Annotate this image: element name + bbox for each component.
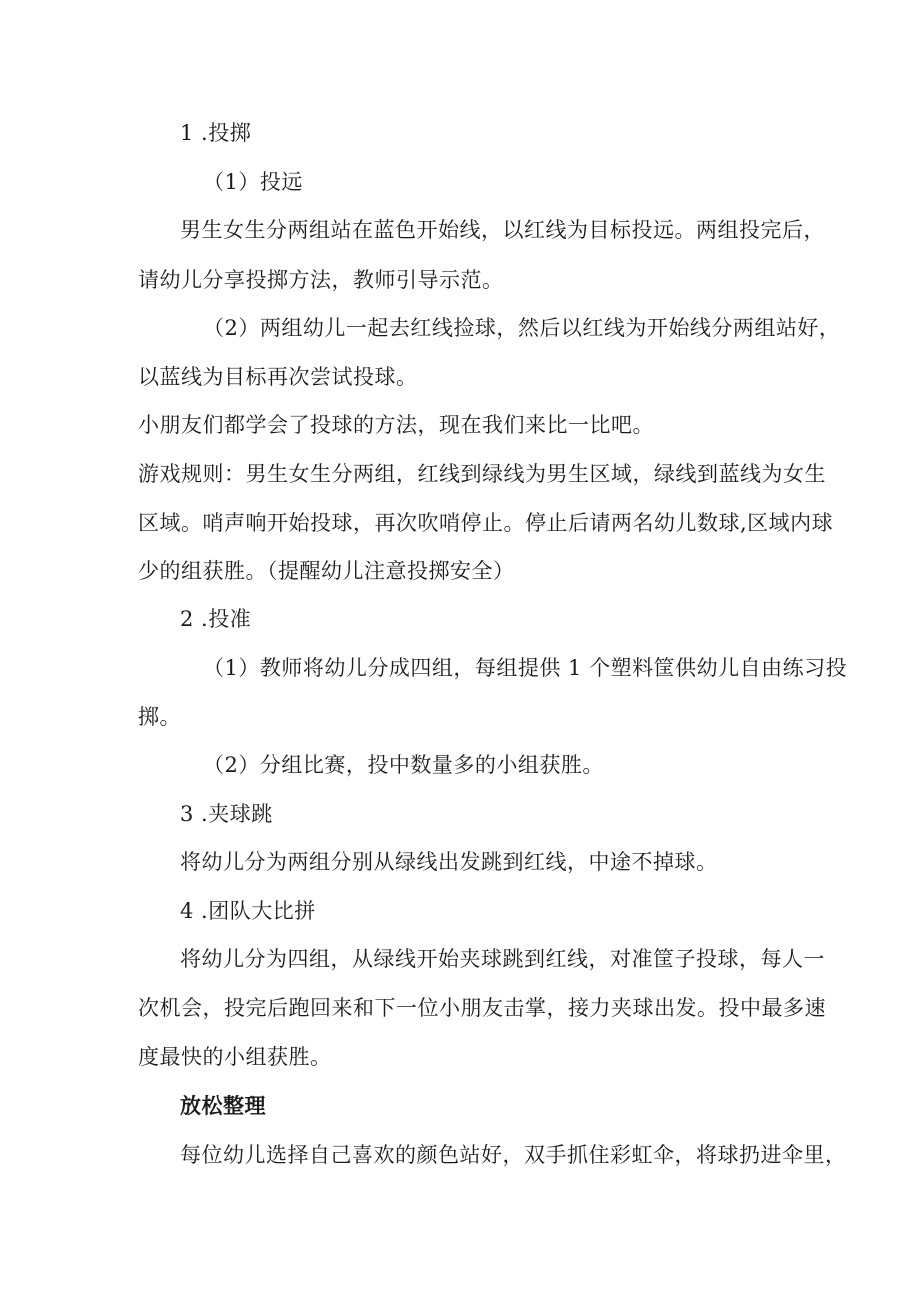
section-2-heading: 2 .投准 <box>180 607 252 631</box>
game-rules-line: 区域。哨声响开始投球，再次吹哨停止。停止后请两名幼儿数球,区域内球 <box>138 511 834 535</box>
section-1-sub2-line: （2）两组幼儿一起去红线捡球，然后以红线为开始线分两组站好， <box>203 316 841 340</box>
section-4-heading: 4 .团队大比拼 <box>180 899 316 923</box>
game-rules-line: 少的组获胜。（提醒幼儿注意投掷安全） <box>138 559 515 583</box>
section-1-sub1-heading: （1）投远 <box>203 170 303 194</box>
game-rules-line: 游戏规则：男生女生分两组，红线到绿线为男生区域，绿线到蓝线为女生 <box>138 462 826 486</box>
section-4-paragraph-line: 将幼儿分为四组，从绿线开始夹球跳到红线，对准筐子投球，每人一 <box>180 947 825 971</box>
section-4-paragraph-line: 次机会，投完后跑回来和下一位小朋友击掌，接力夹球出发。投中最多速 <box>138 996 826 1020</box>
section-2-item1-line: 掷。 <box>138 705 181 729</box>
section-1-sub1-paragraph-line: 请幼儿分享投掷方法，教师引导示范。 <box>138 268 504 292</box>
section-2-item1-line: （1）教师将幼儿分成四组，每组提供 1 个塑料筐供幼儿自由练习投 <box>203 656 848 680</box>
section-1-sub1-paragraph-line: 男生女生分两组站在蓝色开始线，以红线为目标投远。两组投完后， <box>180 218 825 242</box>
section-2-item2: （2）分组比赛，投中数量多的小组获胜。 <box>203 753 604 777</box>
relax-paragraph-line: 每位幼儿选择自己喜欢的颜色站好，双手抓住彩虹伞，将球扔进伞里， <box>180 1143 847 1167</box>
section-1-sub2-line: 以蓝线为目标再次尝试投球。 <box>138 365 418 389</box>
section-1-heading: 1 .投掷 <box>180 121 252 145</box>
section-1-intro-line: 小朋友们都学会了投球的方法，现在我们来比一比吧。 <box>138 413 654 437</box>
section-4-paragraph-line: 度最快的小组获胜。 <box>138 1045 332 1069</box>
relax-heading: 放松整理 <box>180 1094 266 1118</box>
section-3-heading: 3 .夹球跳 <box>180 802 273 826</box>
section-3-paragraph: 将幼儿分为两组分别从绿线出发跳到红线，中途不掉球。 <box>180 850 718 874</box>
